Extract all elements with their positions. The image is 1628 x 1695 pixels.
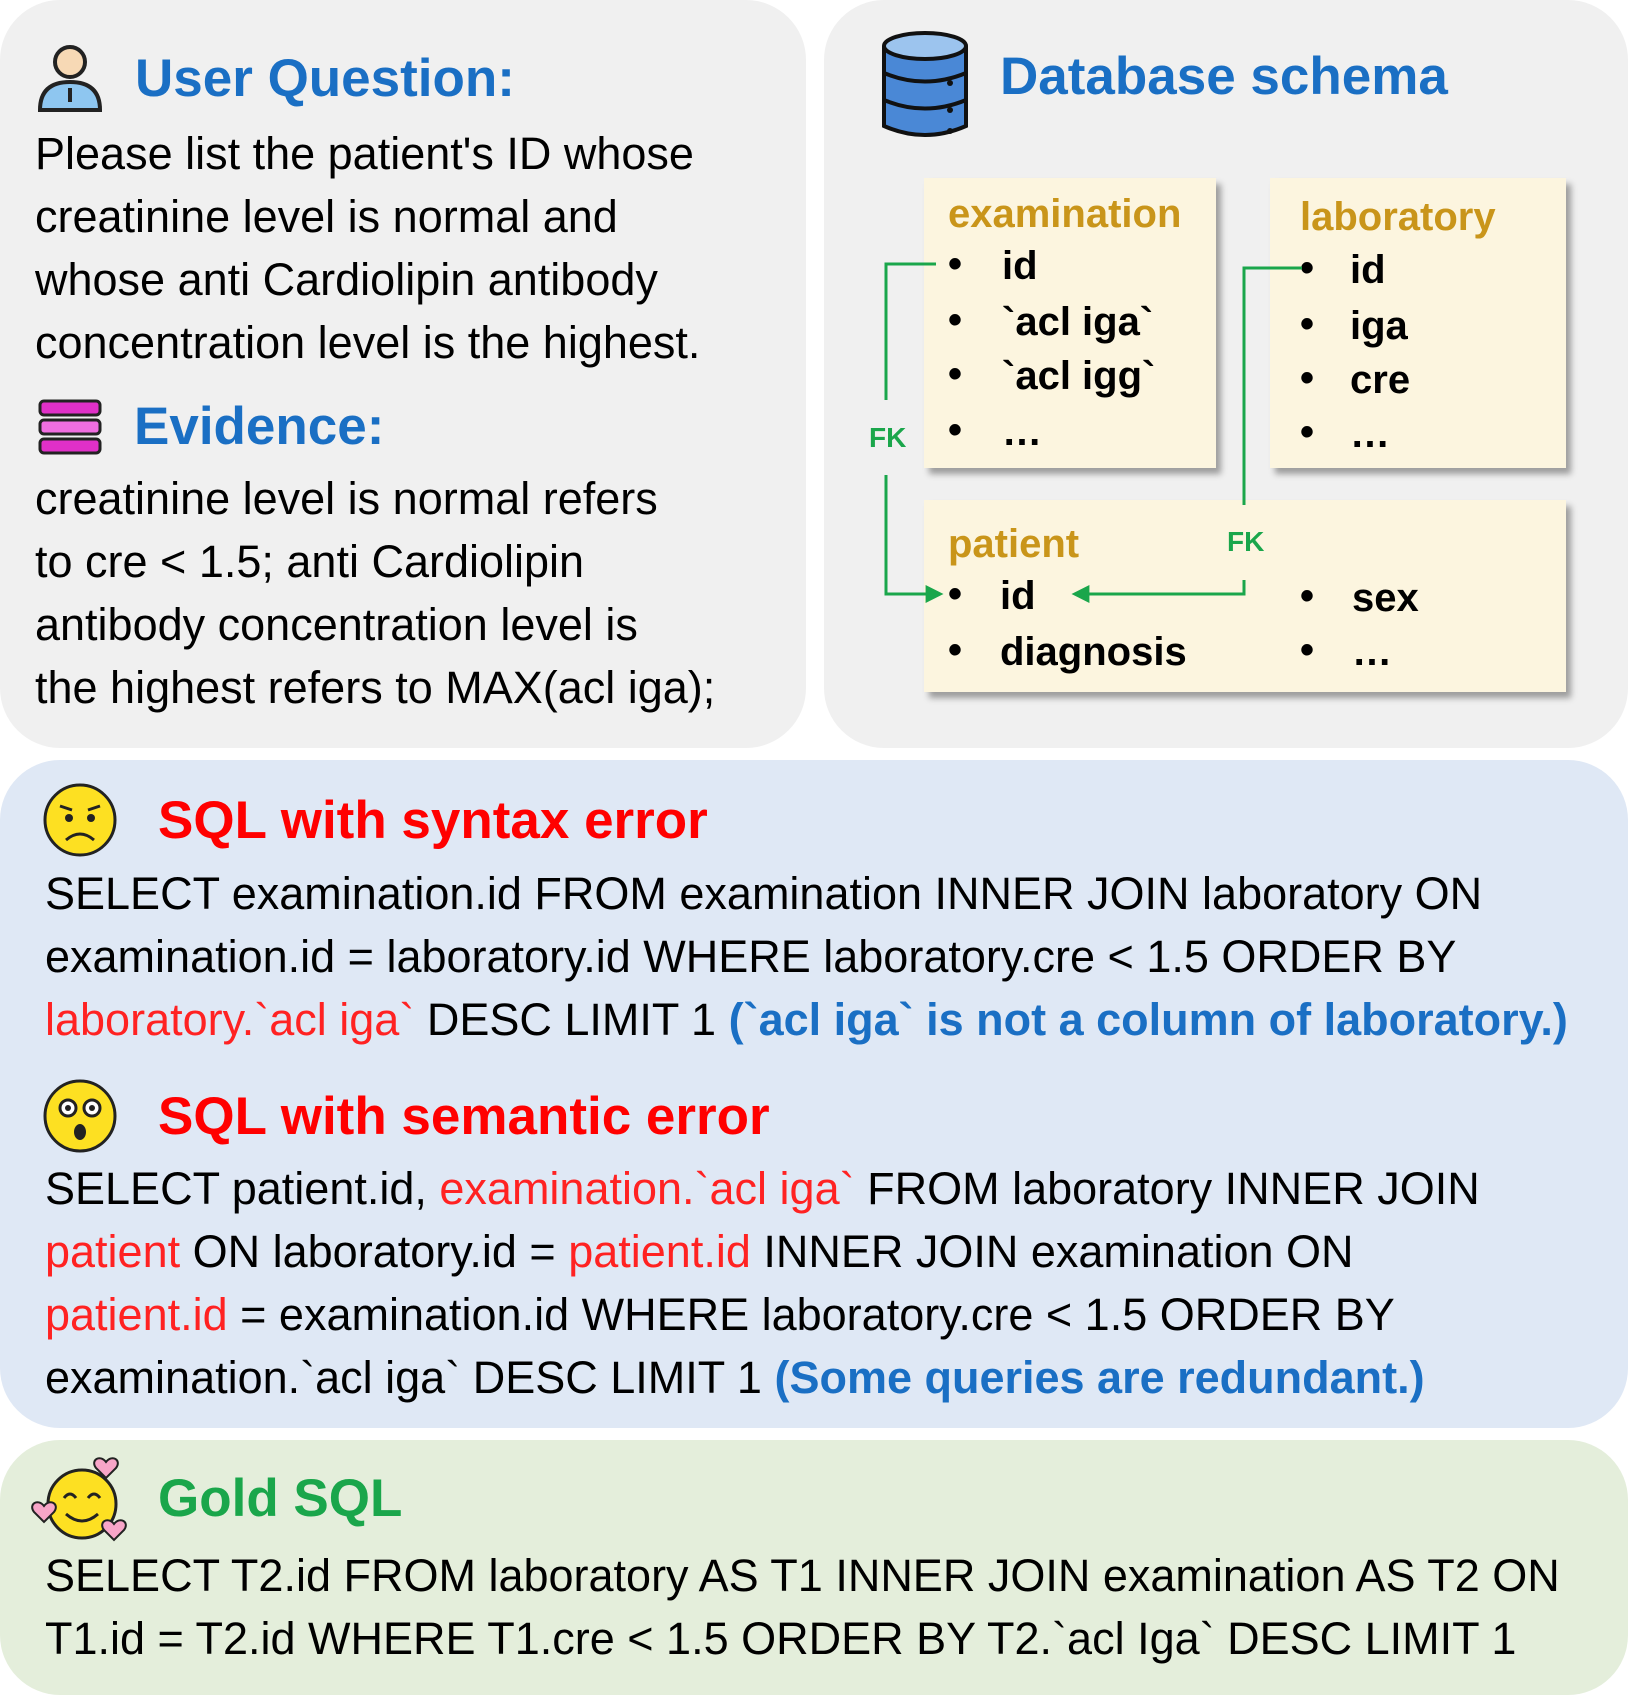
syntax-error-heading: SQL with syntax error — [158, 791, 708, 850]
fk-label-examination: FK — [869, 422, 907, 453]
syntax-error-sql — [45, 862, 1568, 1051]
bullet: • — [1300, 628, 1315, 672]
field-examination-acl-iga: `acl iga` — [1002, 300, 1154, 344]
sql-text: INNER JOIN examination ON — [750, 1226, 1354, 1277]
sql-line — [45, 1346, 1480, 1409]
error-highlight: examination.`acl iga` — [439, 1163, 855, 1214]
bullet: • — [948, 298, 963, 342]
sql-line — [45, 1283, 1480, 1346]
smiling-face-with-hearts-icon — [30, 1452, 130, 1548]
sql-line: SELECT T2.id FROM laboratory AS T1 INNER JOIN examination AS T2 ON — [45, 1550, 1560, 1601]
bullet: • — [1300, 356, 1315, 400]
error-highlight: laboratory.`acl iga` — [45, 994, 415, 1045]
table-name-laboratory: laboratory — [1300, 195, 1496, 239]
question-line: whose anti Cardiolipin antibody — [35, 254, 658, 305]
gold-sql-heading: Gold SQL — [158, 1469, 403, 1528]
field-examination-more: … — [1002, 410, 1042, 454]
error-highlight: patient.id — [45, 1289, 228, 1340]
bullet: • — [948, 572, 963, 616]
gold-sql — [45, 1544, 1560, 1670]
semantic-error-note: (Some queries are redundant.) — [774, 1352, 1425, 1403]
field-laboratory-more: … — [1350, 412, 1390, 456]
bullet: • — [1300, 302, 1315, 346]
evidence-heading: Evidence: — [134, 397, 385, 456]
table-name-examination: examination — [948, 192, 1182, 236]
sql-text: ON laboratory.id = — [180, 1226, 569, 1277]
bullet: • — [948, 352, 963, 396]
field-patient-diagnosis: diagnosis — [1000, 630, 1187, 674]
field-patient-more: … — [1352, 630, 1392, 674]
foreign-key-arrows — [0, 0, 1628, 748]
sql-line: T1.id = T2.id WHERE T1.cre < 1.5 ORDER BY T2.`acl Iga` DESC LIMIT 1 — [45, 1613, 1517, 1664]
field-examination-acl-igg: `acl igg` — [1002, 354, 1156, 398]
sql-text: = examination.id WHERE laboratory.cre < 1.5 ORDER BY — [227, 1289, 1395, 1340]
error-highlight: patient.id — [568, 1226, 751, 1277]
bullet: • — [1300, 574, 1315, 618]
evidence-line: to cre < 1.5; anti Cardiolipin — [35, 536, 585, 587]
question-line: concentration level is the highest. — [35, 317, 701, 368]
evidence-line: creatinine level is normal refers — [35, 473, 658, 524]
bullet: • — [1300, 410, 1315, 454]
field-examination-id: id — [1002, 244, 1038, 288]
frowning-face-icon — [42, 782, 118, 858]
sql-text: FROM laboratory INNER JOIN — [854, 1163, 1480, 1214]
sql-text: DESC LIMIT 1 — [414, 994, 729, 1045]
bullet: • — [948, 628, 963, 672]
sql-line — [45, 1157, 1480, 1220]
dizzy-face-icon — [42, 1078, 118, 1154]
sql-line: examination.id = laboratory.id WHERE laboratory.cre < 1.5 ORDER BY — [45, 931, 1457, 982]
fk-label-laboratory: FK — [1227, 526, 1265, 557]
sql-line — [45, 1220, 1480, 1283]
evidence-line: the highest refers to MAX(acl iga); — [35, 662, 716, 713]
field-laboratory-id: id — [1350, 248, 1386, 292]
bullet: • — [948, 408, 963, 452]
field-laboratory-cre: cre — [1350, 358, 1411, 402]
sql-text: examination.`acl iga` DESC LIMIT 1 — [45, 1352, 775, 1403]
question-line: creatinine level is normal and — [35, 191, 618, 242]
bullet: • — [948, 242, 963, 286]
field-patient-id: id — [1000, 574, 1036, 618]
sql-line — [45, 988, 1568, 1051]
sql-text: SELECT patient.id, — [45, 1163, 440, 1214]
field-laboratory-iga: iga — [1350, 304, 1408, 348]
evidence-line: antibody concentration level is — [35, 599, 638, 650]
semantic-error-heading: SQL with semantic error — [158, 1087, 770, 1146]
user-question-heading: User Question: — [135, 49, 515, 108]
bullet: • — [1300, 246, 1315, 290]
field-patient-sex: sex — [1352, 576, 1419, 620]
question-line: Please list the patient's ID whose — [35, 128, 694, 179]
schema-heading: Database schema — [1000, 47, 1448, 106]
semantic-error-sql — [45, 1157, 1480, 1409]
sql-line: SELECT examination.id FROM examination INNER JOIN laboratory ON — [45, 868, 1483, 919]
error-highlight: patient — [45, 1226, 181, 1277]
syntax-error-note: (`acl iga` is not a column of laboratory.) — [728, 994, 1568, 1045]
table-name-patient: patient — [948, 522, 1080, 566]
